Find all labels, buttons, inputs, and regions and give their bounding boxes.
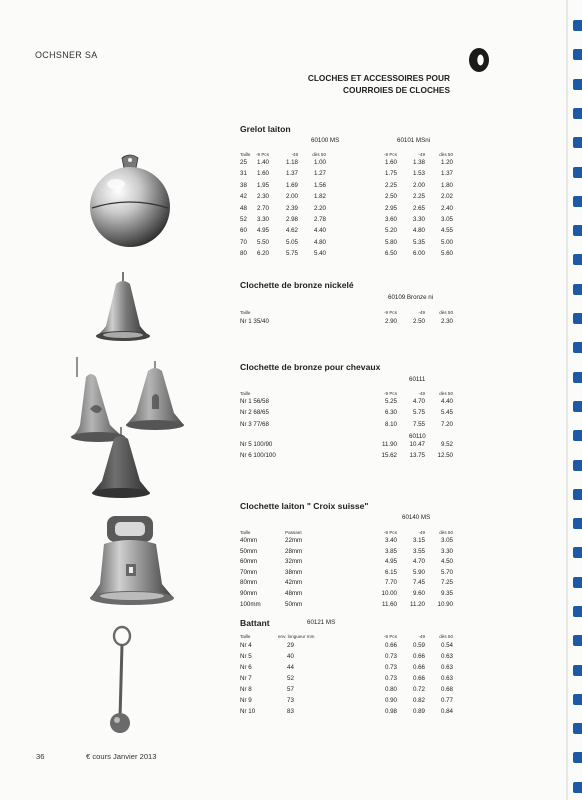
table-cell: 29 — [287, 642, 294, 649]
table-cell: 2.98 — [285, 216, 298, 223]
grelot-code-msni: 60101 MSni — [397, 137, 431, 144]
spiral-ring — [573, 489, 582, 500]
table-cell: 5.35 — [412, 238, 425, 246]
table-cell: 0.66 — [384, 642, 397, 649]
table-cell: 0.89 — [412, 708, 425, 715]
spiral-ring — [573, 49, 582, 60]
table-cell: 5.90 — [412, 568, 425, 576]
table-cell: 3.05 — [440, 537, 453, 544]
table-cell: 48mm — [285, 590, 303, 597]
price-header-d50: dès 50 — [439, 152, 453, 157]
price-header-p9: -9 Pcs — [255, 152, 269, 157]
table-cell: 2.00 — [412, 181, 425, 189]
table-cell: 7.45 — [412, 579, 425, 587]
table-cell: 9.60 — [412, 590, 425, 597]
table-cell: Nr 9 — [240, 697, 252, 704]
page-title-line1: CLOCHES ET ACCESSOIRES POUR — [307, 73, 450, 83]
table-cell: 31 — [240, 170, 247, 178]
price-header-p49: -49 — [291, 152, 298, 157]
table-cell: 40 — [287, 653, 294, 660]
price-header-p49: -49 — [418, 530, 425, 535]
table-cell: 2.00 — [285, 193, 298, 201]
nickel-taille-header: Taille — [240, 310, 251, 315]
spiral-ring — [573, 342, 582, 353]
table-cell: 2.25 — [412, 193, 425, 201]
table-cell: Nr 5 100/90 — [240, 441, 273, 448]
spiral-ring — [573, 167, 582, 178]
brand-logo-icon — [467, 47, 491, 73]
spiral-ring — [573, 577, 582, 588]
table-cell: 5.80 — [384, 238, 397, 246]
table-cell: 2.65 — [412, 204, 425, 212]
table-cell: 52 — [287, 675, 294, 682]
table-cell: 0.73 — [384, 675, 397, 682]
table-cell: 0.59 — [412, 642, 425, 649]
table-cell: 1.69 — [285, 181, 298, 189]
table-cell: 5.60 — [440, 250, 453, 258]
spiral-ring — [573, 372, 582, 383]
table-cell: 5.05 — [285, 238, 298, 246]
table-cell: 4.70 — [412, 398, 425, 405]
table-cell: 70mm — [240, 568, 258, 576]
price-header-p9: -9 Pcs — [383, 310, 397, 315]
table-cell: 13.75 — [409, 452, 425, 460]
battant-title: Battant — [240, 618, 270, 628]
table-cell: 1.82 — [313, 193, 326, 201]
binding-shadow — [566, 0, 568, 800]
table-cell: 50mm — [240, 547, 258, 555]
table-cell: 4.50 — [440, 558, 453, 566]
table-cell: 6.15 — [384, 568, 397, 576]
table-cell: 52 — [240, 216, 247, 223]
spiral-ring — [573, 782, 582, 793]
table-cell: 57 — [287, 686, 294, 693]
grelot-taille-header: Taille — [240, 152, 251, 157]
brand-name: OCHSNER SA — [35, 50, 98, 60]
table-cell: 1.53 — [412, 170, 425, 178]
price-header-p9: -9 Pcs — [383, 634, 397, 639]
chevaux-taille-header: Taille — [240, 391, 251, 396]
table-cell: 42 — [240, 193, 247, 201]
battant-clapper-image — [100, 624, 140, 736]
spiral-ring — [573, 196, 582, 207]
nickel-code: 60109 Bronze ni — [388, 294, 434, 301]
spiral-ring — [573, 606, 582, 617]
table-cell: 0.63 — [440, 653, 453, 660]
table-cell: 3.55 — [412, 547, 425, 555]
table-cell: 3.30 — [440, 547, 453, 555]
table-cell: 0.66 — [412, 653, 425, 660]
table-cell: 3.40 — [384, 537, 397, 544]
table-cell: Nr 6 — [240, 664, 252, 671]
table-cell: 0.66 — [412, 675, 425, 682]
table-cell: 44 — [287, 664, 294, 671]
table-cell: 3.05 — [440, 216, 453, 223]
table-cell: 0.73 — [384, 664, 397, 671]
table-cell: 50mm — [285, 600, 303, 608]
table-cell: 60mm — [240, 558, 258, 566]
table-cell: 8.10 — [384, 420, 397, 428]
table-cell: 5.00 — [440, 238, 453, 246]
table-cell: 0.84 — [440, 708, 453, 715]
table-cell: 25 — [240, 159, 247, 166]
grelot-code-ms: 60100 MS — [311, 137, 340, 144]
table-cell: 1.95 — [256, 181, 269, 189]
price-header-d50: dès 50 — [312, 152, 326, 157]
grelot-title: Grelot laiton — [240, 124, 291, 134]
table-cell: Nr 7 — [240, 675, 252, 682]
table-cell: 0.68 — [440, 686, 453, 693]
table-cell: 6.30 — [384, 409, 397, 417]
spiral-ring — [573, 225, 582, 236]
table-cell: 0.54 — [440, 642, 453, 649]
page-number: 36 — [36, 752, 45, 761]
spiral-ring — [573, 635, 582, 646]
price-header-p9: -9 Pcs — [383, 530, 397, 535]
table-cell: 10.00 — [381, 590, 397, 597]
spiral-ring — [573, 137, 582, 148]
table-cell: 38 — [240, 181, 247, 189]
croix-taille-header: Taille — [240, 530, 251, 535]
table-cell: 2.30 — [256, 193, 269, 201]
spiral-ring — [573, 752, 582, 763]
spiral-ring — [573, 430, 582, 441]
table-cell: 5.45 — [440, 409, 453, 417]
table-cell: Nr 1 56/58 — [240, 398, 269, 405]
battant-length-header: env. longueur mm — [278, 634, 315, 639]
price-header-p49: -49 — [418, 152, 425, 157]
table-cell: 4.55 — [440, 227, 453, 235]
spiral-ring — [573, 518, 582, 529]
table-cell: 12.50 — [437, 452, 453, 460]
table-cell: 90mm — [240, 590, 258, 597]
table-cell: 5.70 — [440, 568, 453, 576]
table-cell: 1.27 — [313, 170, 326, 178]
table-cell: 1.20 — [440, 159, 453, 166]
table-cell: 7.55 — [412, 420, 425, 428]
table-cell: 0.66 — [412, 664, 425, 671]
table-cell: 1.18 — [285, 159, 298, 166]
table-cell: 15.62 — [381, 452, 397, 460]
chevaux-code-b: 60110 — [409, 433, 426, 440]
table-cell: 7.25 — [440, 579, 453, 587]
spiral-ring — [573, 547, 582, 558]
spiral-ring — [573, 79, 582, 90]
spiral-ring — [573, 313, 582, 324]
nickel-title: Clochette de bronze nickelé — [240, 280, 354, 290]
table-cell: 1.40 — [256, 159, 269, 166]
table-cell: 2.50 — [412, 318, 425, 325]
table-cell: 2.30 — [440, 318, 453, 325]
table-cell: 5.75 — [412, 409, 425, 417]
table-cell: 2.02 — [440, 193, 453, 201]
table-cell: 73 — [287, 697, 294, 704]
page-title-line2: COURROIES DE CLOCHES — [343, 85, 450, 95]
table-cell: 7.20 — [440, 420, 453, 428]
table-cell: Nr 1 35/40 — [240, 318, 269, 325]
table-cell: 6.00 — [412, 250, 425, 258]
table-cell: 4.62 — [285, 227, 298, 235]
table-cell: 2.95 — [384, 204, 397, 212]
table-cell: 4.40 — [440, 398, 453, 405]
croix-suisse-bell-image — [88, 512, 178, 608]
spiral-ring — [573, 401, 582, 412]
table-cell: 0.77 — [440, 697, 453, 704]
price-header-d50: dès 50 — [439, 530, 453, 535]
table-cell: 38mm — [285, 568, 303, 576]
chevaux-title: Clochette de bronze pour chevaux — [240, 362, 381, 372]
croix-title: Clochette laiton " Croix suisse" — [240, 501, 369, 511]
table-cell: 70 — [240, 238, 247, 246]
table-cell: 3.85 — [384, 547, 397, 555]
table-cell: 1.37 — [440, 170, 453, 178]
battant-code: 60121 MS — [307, 619, 336, 626]
table-cell: 32mm — [285, 558, 303, 566]
table-cell: 9.35 — [440, 590, 453, 597]
price-header-d50: dès 50 — [439, 391, 453, 396]
price-header-p49: -49 — [418, 391, 425, 396]
croix-passant-header: Passant — [285, 530, 302, 535]
table-cell: 10.90 — [437, 600, 453, 608]
table-cell: 11.20 — [409, 600, 425, 608]
table-cell: 4.95 — [256, 227, 269, 235]
croix-code: 60140 MS — [402, 514, 431, 521]
table-cell: 3.15 — [412, 537, 425, 544]
table-cell: 3.30 — [256, 216, 269, 223]
table-cell: 1.80 — [440, 181, 453, 189]
price-header-p9: -9 Pcs — [383, 391, 397, 396]
spiral-ring — [573, 460, 582, 471]
bronze-nickel-bell-image — [92, 268, 154, 344]
table-cell: 5.25 — [384, 398, 397, 405]
table-cell: 3.60 — [384, 216, 397, 223]
table-cell: 10.47 — [409, 441, 425, 448]
price-header-p49: -49 — [418, 634, 425, 639]
table-cell: 48 — [240, 204, 247, 212]
price-header-d50: dès 50 — [439, 310, 453, 315]
table-cell: Nr 8 — [240, 686, 252, 693]
table-cell: Nr 10 — [240, 708, 256, 715]
table-cell: 2.40 — [440, 204, 453, 212]
table-cell: 7.70 — [384, 579, 397, 587]
table-cell: 0.73 — [384, 653, 397, 660]
table-cell: 60 — [240, 227, 247, 235]
spiral-ring — [573, 694, 582, 705]
table-cell: 40mm — [240, 537, 258, 544]
table-cell: 3.30 — [412, 216, 425, 223]
spiral-ring — [573, 665, 582, 676]
table-cell: 11.60 — [381, 600, 397, 608]
chevaux-code-a: 60111 — [409, 376, 426, 383]
table-cell: 5.75 — [285, 250, 298, 258]
table-cell: 11.90 — [381, 441, 397, 448]
spiral-ring — [573, 108, 582, 119]
spiral-ring — [573, 20, 582, 31]
table-cell: 5.40 — [313, 250, 326, 258]
table-cell: 1.00 — [313, 159, 326, 166]
spiral-ring — [573, 284, 582, 295]
table-cell: Nr 2 68/65 — [240, 409, 269, 417]
table-cell: 1.56 — [313, 181, 326, 189]
table-cell: 1.60 — [384, 159, 397, 166]
table-cell: 6.50 — [384, 250, 397, 258]
table-cell: 1.60 — [256, 170, 269, 178]
table-cell: 1.38 — [412, 159, 425, 166]
table-cell: 0.98 — [384, 708, 397, 715]
table-cell: 2.70 — [256, 204, 269, 212]
table-cell: 0.80 — [384, 686, 397, 693]
table-cell: Nr 5 — [240, 653, 252, 660]
table-cell: 0.63 — [440, 664, 453, 671]
grelot-image — [88, 152, 172, 252]
table-cell: 0.90 — [384, 697, 397, 704]
horse-bells-image — [60, 355, 210, 505]
table-cell: 42mm — [285, 579, 303, 587]
table-cell: Nr 3 77/68 — [240, 420, 269, 428]
table-cell: 2.20 — [313, 204, 326, 212]
table-cell: 1.75 — [384, 170, 397, 178]
table-cell: 2.90 — [384, 318, 397, 325]
table-cell: 100mm — [240, 600, 261, 608]
table-cell: 1.37 — [285, 170, 298, 178]
price-header-d50: dès 50 — [439, 634, 453, 639]
price-validity-note: € cours Janvier 2013 — [86, 752, 157, 761]
price-header-p49: -49 — [418, 310, 425, 315]
table-cell: 5.50 — [256, 238, 269, 246]
spiral-ring — [573, 723, 582, 734]
table-cell: Nr 6 100/100 — [240, 452, 276, 460]
table-cell: 2.78 — [313, 216, 326, 223]
table-cell: 4.70 — [412, 558, 425, 566]
table-cell: 80mm — [240, 579, 258, 587]
table-cell: 4.80 — [313, 238, 326, 246]
table-cell: 2.50 — [384, 193, 397, 201]
table-cell: Nr 4 — [240, 642, 252, 649]
table-cell: 4.80 — [412, 227, 425, 235]
table-cell: 80 — [240, 250, 247, 258]
table-cell: 28mm — [285, 547, 303, 555]
table-cell: 0.82 — [412, 697, 425, 704]
battant-taille-header: Taille — [240, 634, 251, 639]
table-cell: 0.72 — [412, 686, 425, 693]
spiral-ring — [573, 254, 582, 265]
table-cell: 83 — [287, 708, 294, 715]
table-cell: 22mm — [285, 537, 303, 544]
table-cell: 2.39 — [285, 204, 298, 212]
table-cell: 5.20 — [384, 227, 397, 235]
table-cell: 4.40 — [313, 227, 326, 235]
table-cell: 2.25 — [384, 181, 397, 189]
price-header-p9: -9 Pcs — [383, 152, 397, 157]
table-cell: 9.52 — [440, 441, 453, 448]
table-cell: 4.95 — [384, 558, 397, 566]
table-cell: 0.63 — [440, 675, 453, 682]
table-cell: 6.20 — [256, 250, 269, 258]
